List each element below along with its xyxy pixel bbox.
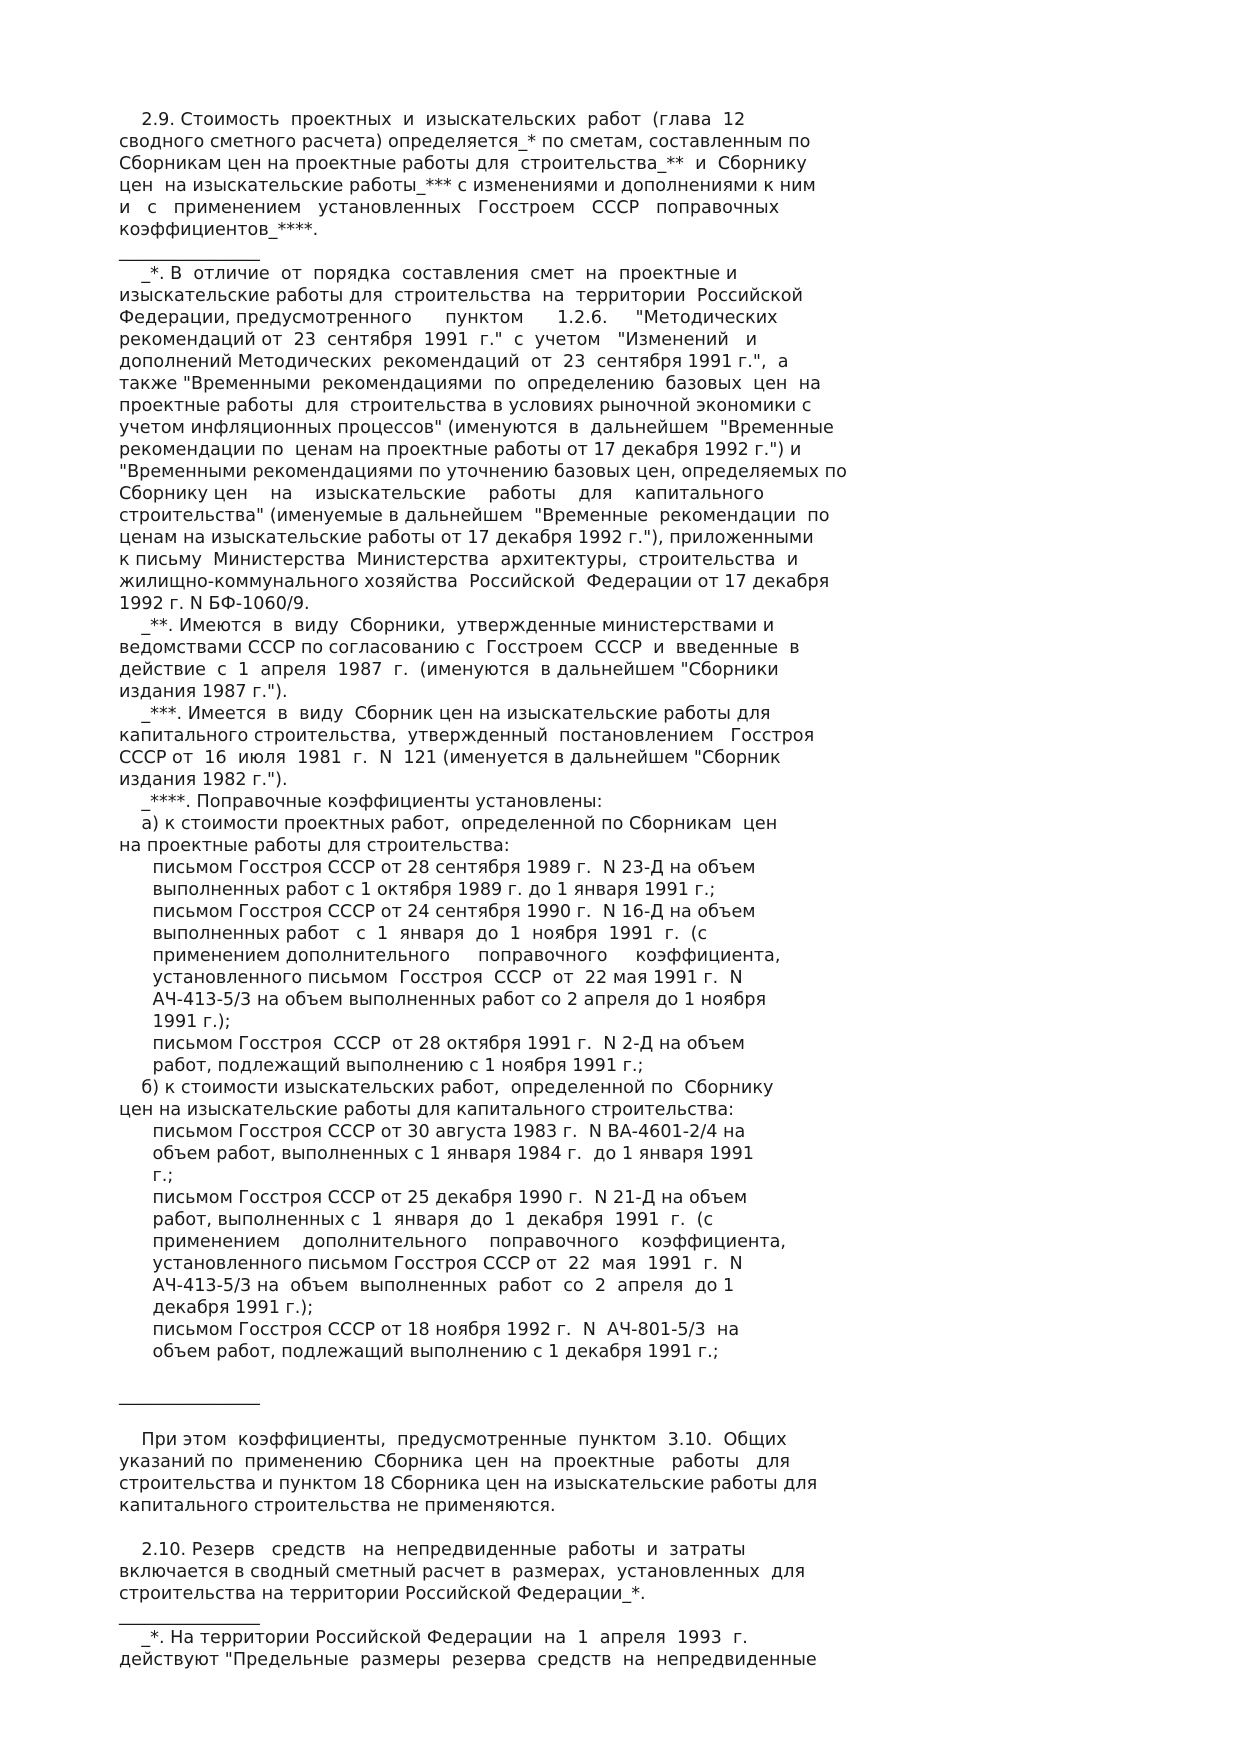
text-line: г.; [119,1166,174,1186]
text-line: Федерации, предусмотренного пунктом 1.2.6. "Методических [119,308,778,328]
text-line: капитального строительства не применяются. [119,1496,556,1516]
blank-line [119,1363,847,1385]
text-line: При этом коэффициенты, предусмотренные пунктом 3.10. Общих [119,1430,787,1450]
text-line: _*. В отличие от порядка составления смет на проектные и [119,264,738,284]
text-line: Сборнику цен на изыскательские работы для капитального [119,484,765,504]
text-line: установленного письмом Госстроя СССР от 22 мая 1991 г. N [119,1254,743,1274]
text-line: капитального строительства, утвержденный постановлением Госстроя [119,726,815,746]
text-line: письмом Госстроя СССР от 28 октября 1991 г. N 2-Д на объем [119,1034,745,1054]
text-line: а) к стоимости проектных работ, определенной по Сборникам цен [119,814,778,834]
text-line: б) к стоимости изыскательских работ, определенной по Сборнику [119,1078,774,1098]
text-line: _**. Имеются в виду Сборники, утвержденные министерствами и [119,616,775,636]
text-line: письмом Госстроя СССР от 28 сентября 1989 г. N 23-Д на объем [119,858,756,878]
blank-line [119,1517,847,1539]
text-line: цен на изыскательские работы для капитального строительства: [119,1100,735,1120]
text-line: сводного сметного расчета) определяется_* по сметам, составленным по [119,132,811,152]
footnote-separator: ________________ [119,1386,260,1406]
text-line: учетом инфляционных процессов" (именуются в дальнейшем "Временные [119,418,834,438]
text-line: также "Временными рекомендациями по определению базовых цен на [119,374,821,394]
text-line: действие с 1 апреля 1987 г. (именуются в дальнейшем "Сборники [119,660,779,680]
text-line: строительства" (именуемые в дальнейшем "Временные рекомендации по [119,506,830,526]
text-line: выполненных работ с 1 октября 1989 г. до 1 января 1991 г.; [119,880,716,900]
text-line: "Временными рекомендациями по уточнению базовых цен, определяемых по [119,462,847,482]
text-line: издания 1987 г."). [119,682,288,702]
footnote-separator: ________________ [119,1606,260,1626]
text-line: 1992 г. N БФ-1060/9. [119,594,310,614]
text-line: письмом Госстроя СССР от 25 декабря 1990 г. N 21-Д на объем [119,1188,748,1208]
text-line: 2.10. Резерв средств на непредвиденные работы и затраты [119,1540,746,1560]
text-line: изыскательские работы для строительства на территории Российской [119,286,803,306]
text-line: _****. Поправочные коэффициенты установлены: [119,792,603,812]
text-line: дополнений Методических рекомендаций от 23 сентября 1991 г.", а [119,352,789,372]
text-line: указаний по применению Сборника цен на проектные работы для [119,1452,790,1472]
text-line: СССР от 16 июля 1981 г. N 121 (именуется в дальнейшем "Сборник [119,748,781,768]
text-line: включается в сводный сметный расчет в размерах, установленных для [119,1562,806,1582]
text-line: коэффициентов_****. [119,220,319,240]
text-line: письмом Госстроя СССР от 18 ноября 1992 г. N АЧ-801-5/3 на [119,1320,740,1340]
document-text [119,109,847,1671]
text-line: 2.9. Стоимость проектных и изыскательских работ (глава 12 [119,110,746,130]
text-line: издания 1982 г."). [119,770,288,790]
text-line: Сборникам цен на проектные работы для строительства_** и Сборнику [119,154,807,174]
text-line: к письму Министерства Министерства архитектуры, строительства и [119,550,799,570]
text-line: _***. Имеется в виду Сборник цен на изыскательские работы для [119,704,771,724]
text-line: объем работ, подлежащий выполнению с 1 декабря 1991 г.; [119,1342,719,1362]
text-line: работ, подлежащий выполнению с 1 ноября 1991 г.; [119,1056,644,1076]
text-line: _*. На территории Российской Федерации на 1 апреля 1993 г. [119,1628,748,1648]
text-line: на проектные работы для строительства: [119,836,510,856]
text-line: выполненных работ с 1 января до 1 ноября 1991 г. (с [119,924,708,944]
text-line: ценам на изыскательские работы от 17 декабря 1992 г."), приложенными [119,528,814,548]
footnote-separator: ________________ [119,242,260,262]
text-line: работ, выполненных с 1 января до 1 декабря 1991 г. (с [119,1210,714,1230]
text-line: действуют "Предельные размеры резерва средств на непредвиденные [119,1650,817,1670]
text-line: строительства и пунктом 18 Сборника цен на изыскательские работы для [119,1474,818,1494]
text-line: письмом Госстроя СССР от 30 августа 1983 г. N ВА-4601-2/4 на [119,1122,746,1142]
text-line: письмом Госстроя СССР от 24 сентября 1990 г. N 16-Д на объем [119,902,756,922]
text-line: 1991 г.); [119,1012,231,1032]
text-line: проектные работы для строительства в условиях рыночной экономики с [119,396,812,416]
text-line: АЧ-413-5/3 на объем выполненных работ со 2 апреля до 1 [119,1276,735,1296]
text-line: объем работ, выполненных с 1 января 1984 г. до 1 января 1991 [119,1144,754,1164]
text-line: строительства на территории Российской Федерации_*. [119,1584,646,1604]
text-line: установленного письмом Госстроя СССР от 22 мая 1991 г. N [119,968,743,988]
text-line: жилищно-коммунального хозяйства Российской Федерации от 17 декабря [119,572,830,592]
text-line: декабря 1991 г.); [119,1298,314,1318]
blank-line [119,1407,847,1429]
text-line: цен на изыскательские работы_*** с изменениями и дополнениями к ним [119,176,816,196]
text-line: АЧ-413-5/3 на объем выполненных работ со 2 апреля до 1 ноября [119,990,767,1010]
text-line: рекомендаций от 23 сентября 1991 г." с учетом "Изменений и [119,330,757,350]
text-line: применением дополнительного поправочного коэффициента, [119,1232,787,1252]
text-line: и с применением установленных Госстроем СССР поправочных [119,198,780,218]
text-line: ведомствами СССР по согласованию с Госстроем СССР и введенные в [119,638,800,658]
text-line: применением дополнительного поправочного коэффициента, [119,946,781,966]
text-line: рекомендации по ценам на проектные работы от 17 декабря 1992 г.") и [119,440,802,460]
